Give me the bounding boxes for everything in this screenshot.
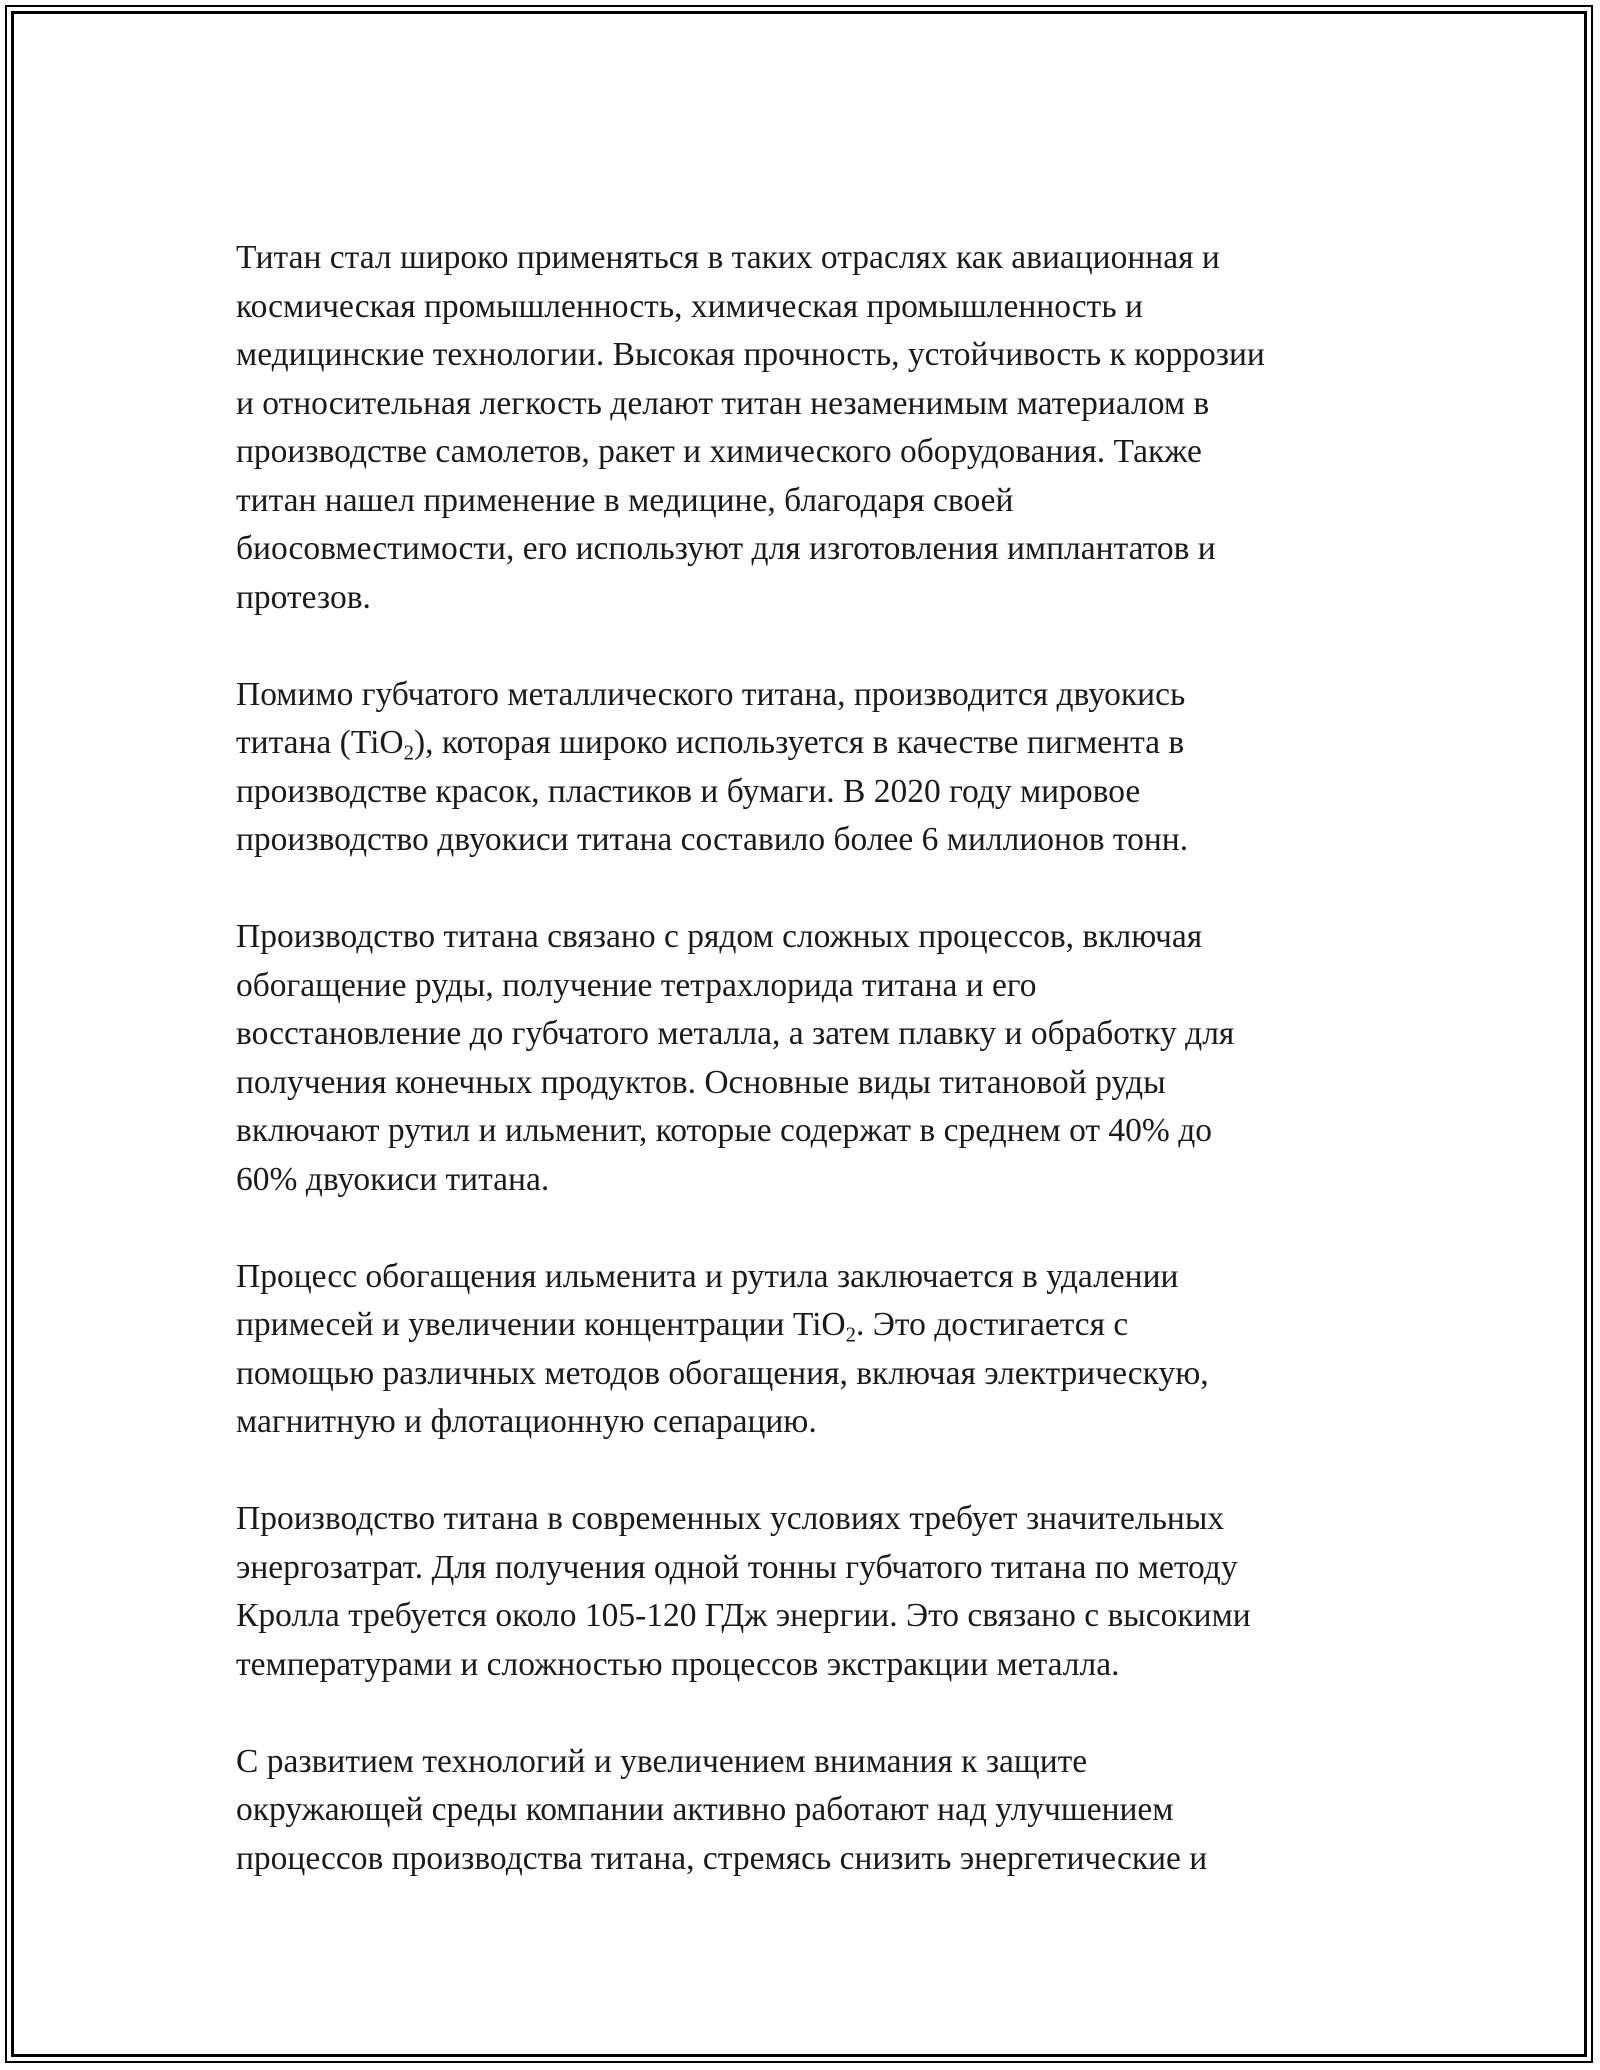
subscript: 2 [403,741,414,765]
text-line: включают рутил и ильменит, которые содержат в среднем от 40% до [236,1112,1212,1149]
paragraph-6 [236,1738,1386,1884]
text-segment: титана (TiO [236,724,404,761]
text-line: титан нашел применение в медицине, благодаря своей [236,481,1014,519]
text-line: помощью различных методов обогащения, включая электрическую, [236,1354,1209,1392]
paragraph-5 [236,1495,1386,1689]
text-line: производство двуокиси титана составило более 6 миллионов тонн. [236,821,1189,858]
text-line: получения конечных продуктов. Основные виды титановой руды [236,1063,1166,1101]
text-line: процессов производства титана, стремясь снизить энергетические и [236,1839,1208,1877]
text-line: медицинские технологии. Высокая прочность, устойчивость к коррозии [236,336,1265,373]
text-line: Кролла требуется около 105-120 ГДж энергии. Это связано с высокими [236,1597,1251,1634]
text-line: космическая промышленность, химическая промышленность и [236,287,1143,325]
paragraph-4 [236,1253,1386,1447]
text-line: протезов. [236,578,371,616]
paragraph-2 [236,671,1386,865]
text-line: 60% двуокиси титана. [236,1160,550,1198]
text-line: биосовместимости, его используют для изготовления имплантатов и [236,530,1216,567]
text-line: производстве красок, пластиков и бумаги. В 2020 году мировое [236,772,1141,810]
text-line: восстановление до губчатого металла, а затем плавку и обработку для [236,1015,1235,1052]
text-line: Процесс обогащения ильменита и рутила заключается в удалении [236,1257,1179,1295]
document-body [236,234,1386,1932]
text-segment: примесей и увеличении концентрации TiO [236,1306,846,1343]
text-line: С развитием технологий и увеличением внимания к защите [236,1742,1088,1780]
subscript: 2 [845,1323,856,1347]
text-line: Титан стал широко применяться в таких отраслях как авиационная и [236,239,1220,276]
text-line: производстве самолетов, ракет и химического оборудования. Также [236,433,1202,470]
text-line-with-formula [236,1301,1386,1350]
text-segment: ), которая широко используется в качестве пигмента в [414,724,1185,761]
text-segment: . Это достигается с [856,1306,1129,1343]
text-line: обогащение руды, получение тетрахлорида титана и его [236,966,1037,1004]
paragraph-1 [236,234,1386,622]
text-line-with-formula [236,719,1386,768]
text-line: Производство титана в современных условиях требует значительных [236,1500,1225,1537]
text-line: энергозатрат. Для получения одной тонны губчатого титана по методу [236,1548,1238,1586]
text-line: Производство титана связано с рядом сложных процессов, включая [236,918,1203,955]
text-line: температурами и сложностью процессов экстракции металла. [236,1645,1120,1683]
text-line: магнитную и флотационную сепарацию. [236,1403,817,1440]
text-line: Помимо губчатого металлического титана, производится двуокись [236,675,1186,713]
paragraph-3 [236,913,1386,1204]
text-line: и относительная легкость делают титан незаменимым материалом в [236,384,1210,422]
text-line: окружающей среды компании активно работают над улучшением [236,1791,1174,1828]
